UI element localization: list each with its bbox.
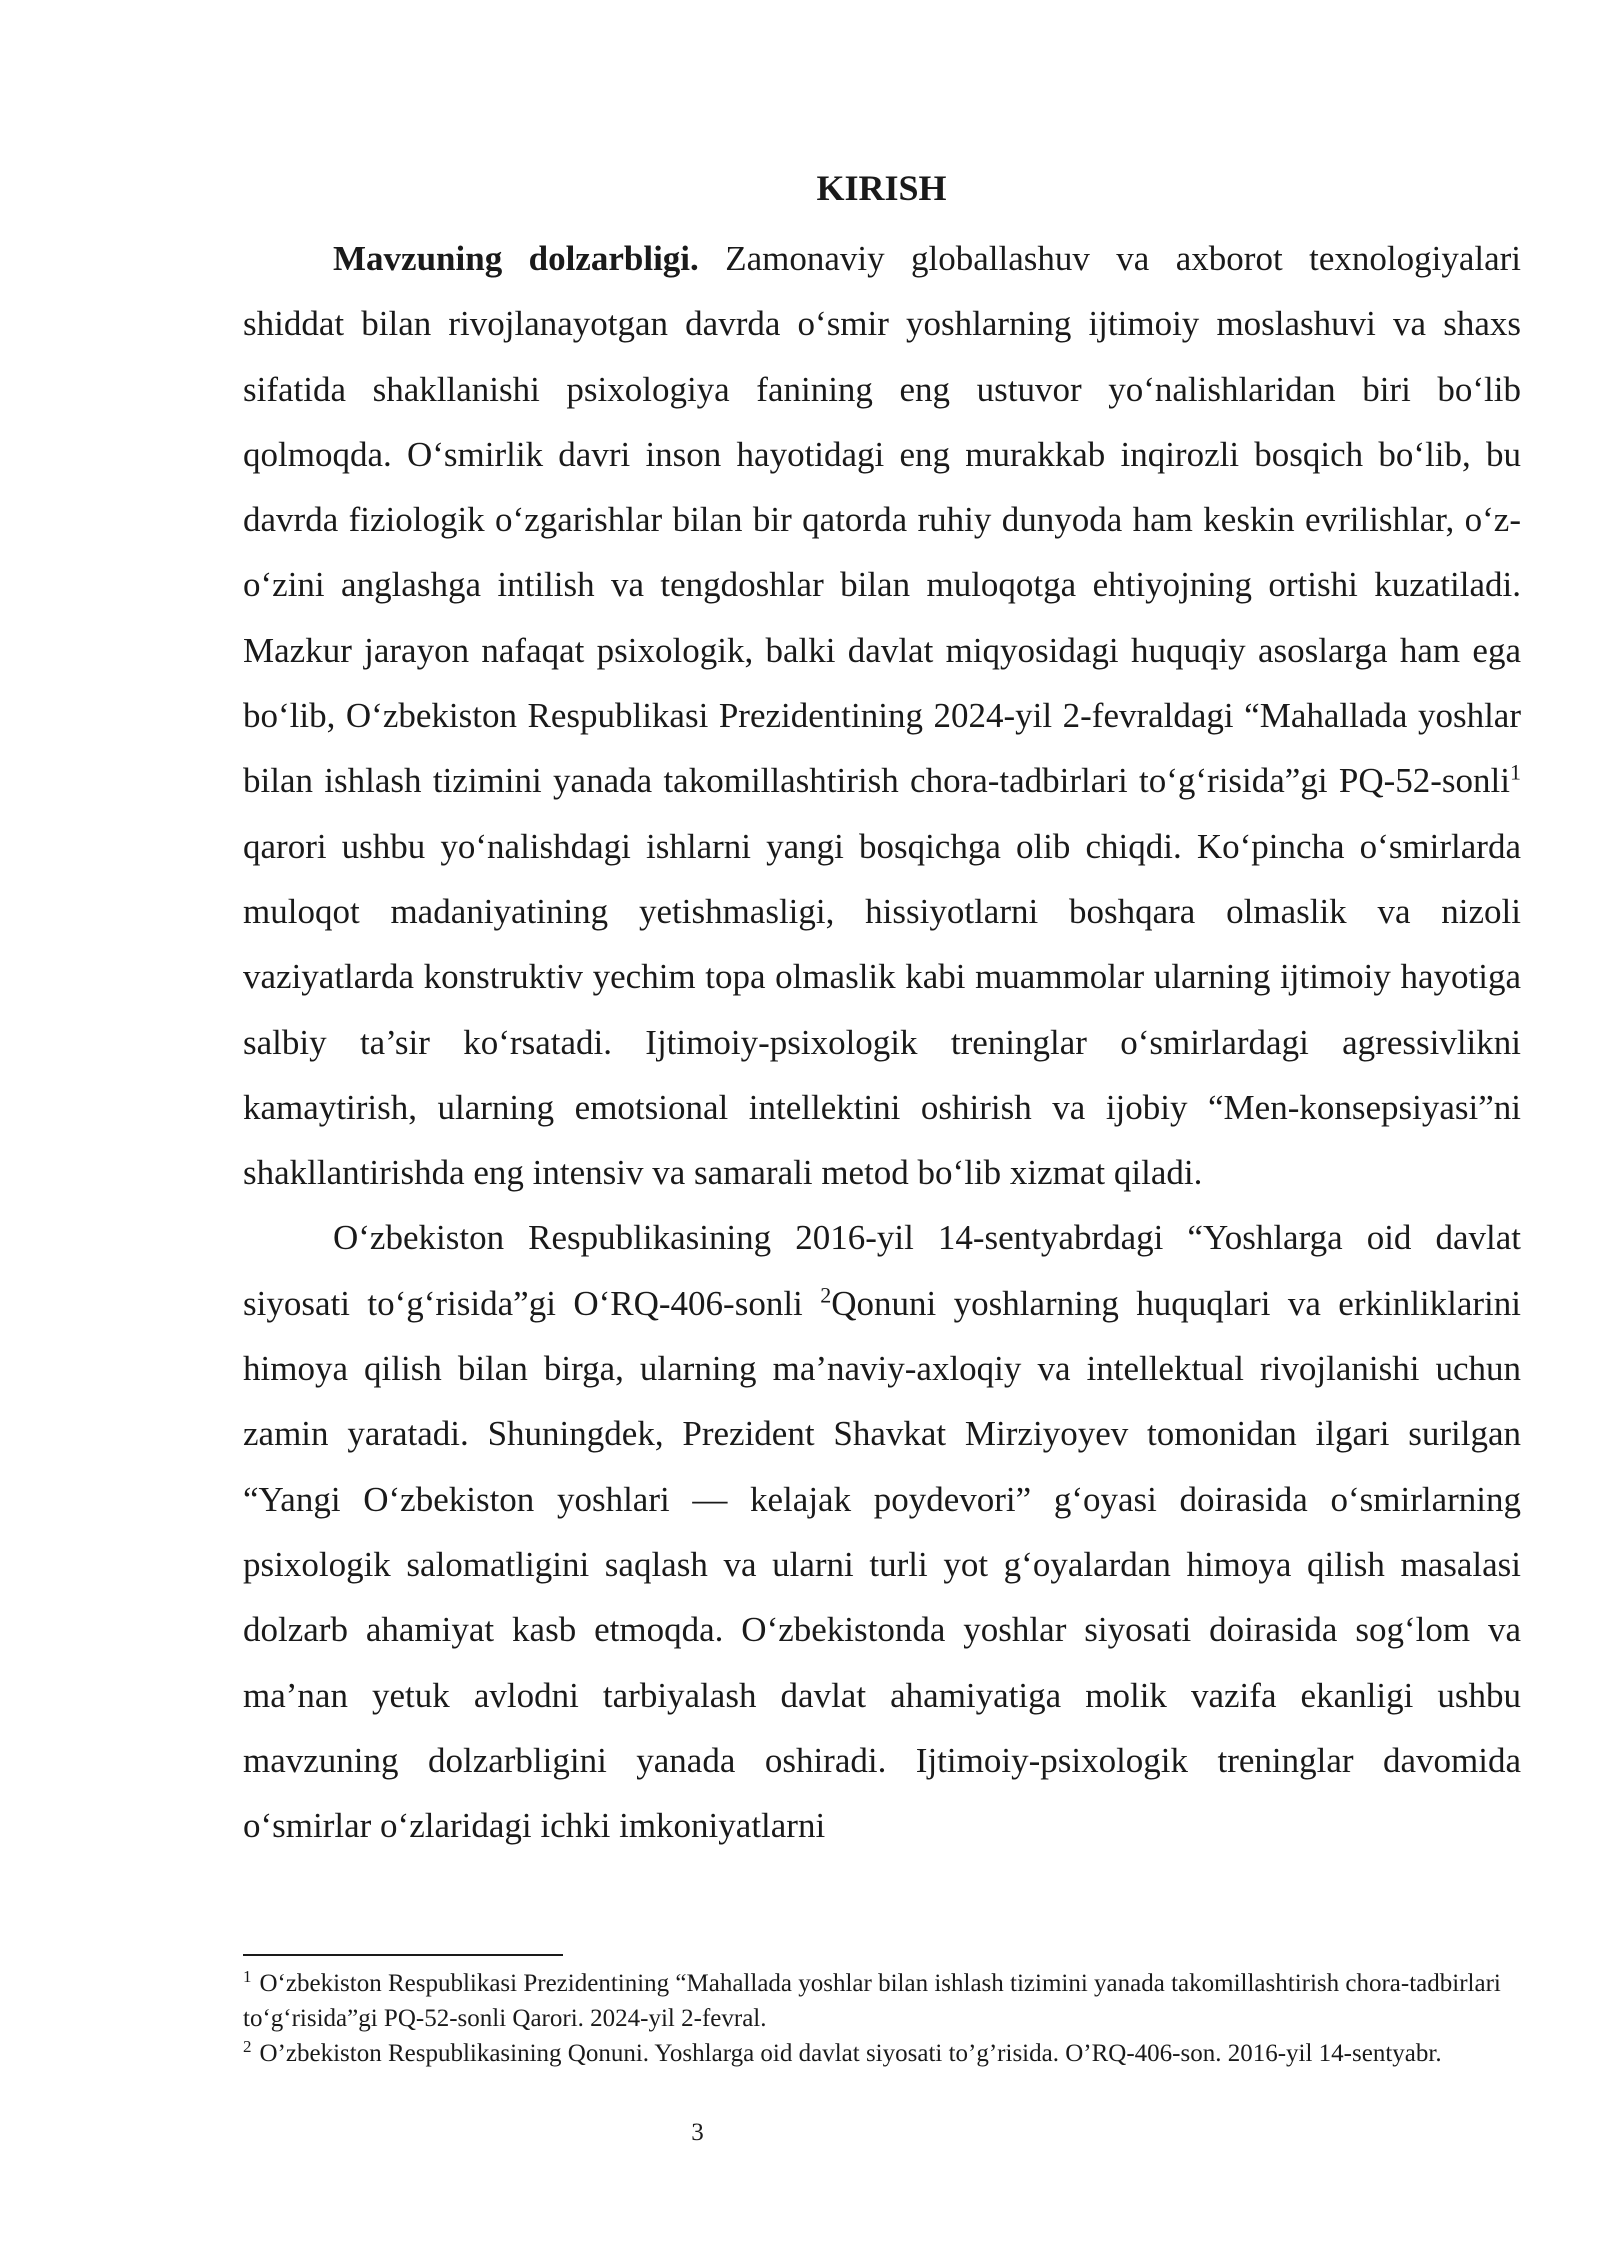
paragraph-text: qarori ushbu yo‘nalishdagi ishlarni yangi bosqichga olib chiqdi. Ko‘pincha o‘smirlarda muloqot madaniyatining yetishmasligi, hissiyotlarni boshqara olmaslik va nizoli vaziyatlarda konstruktiv yechim topa olmaslik kabi muammolar ularning ijtimoiy hayotiga salbiy ta’sir ko‘rsatadi. Ijtimoiy-psixologik treninglar o‘smirlardagi agressivlikni kamaytirish, ularning emotsional intellektini oshirish va ijobiy “Men-konsepsiyasi”ni shakllantirishda eng intensiv va samarali metod bo‘lib xizmat qiladi. [243, 826, 1521, 1193]
footnotes [243, 1966, 1521, 2071]
footnote-text: O’zbekiston Respublikasining Qonuni. Yoshlarga oid davlat siyosati to’g’risida. O’RQ-406-son. 2016-yil 14-sentyabr. [259, 2040, 1442, 2067]
footnote-item [243, 2036, 1521, 2071]
paragraph-text: Qonuni yoshlarning huquqlari va erkinliklarini himoya qilish bilan birga, ularning ma’naviy-axloqiy va intellektual rivojlanishi uchun zamin yaratadi. Shuningdek, Prezident Shavkat Mirziyoyev tomonidan ilgari surilgan “Yangi O‘zbekiston yoshlari — kelajak poydevori” g‘oyasi doirasida o‘smirlarning psixologik salomatligini saqlash va ularni turli yot g‘oyalardan himoya qilish masalasi dolzarb ahamiyat kasb etmoqda. O‘zbekistonda yoshlar siyosati doirasida sog‘lom va ma’nan yetuk avlodni tarbiyalash davlat ahamiyatiga molik vazifa ekanligi ushbu mavzuning dolzarbligini yanada oshiradi. Ijtimoiy-psixologik treninglar davomida o‘smirlar o‘zlaridagi ichki imkoniyatlarni [243, 1283, 1522, 1846]
footnote-text: O‘zbekiston Respublikasi Prezidentining “Mahallada yoshlar bilan ishlash tizimini yanada takomillashtirish chora-tadbirlari to‘g‘risida”gi PQ-52-sonli Qarori. 2024-yil 2-fevral. [243, 1970, 1501, 2032]
page-number: 3 [691, 2119, 704, 2146]
footnote-reference[interactable]: 1 [1510, 759, 1521, 785]
footnote-separator [243, 1954, 563, 1956]
section-heading: KIRISH [816, 168, 947, 208]
footnote-item [243, 1966, 1521, 2036]
footnote-mark: 2 [243, 2036, 252, 2056]
paragraph-text: O‘zbekiston Respublikasining 2016-yil 14-sentyabrdagi “Yoshlarga oid davlat siyosati to‘g‘risida”gi O‘RQ-406-sonli [243, 1218, 1521, 1323]
body-text [243, 226, 1521, 1858]
paragraph-youth-policy [243, 1205, 1521, 1858]
paragraph-relevance [243, 226, 1521, 1205]
footnote-mark: 1 [243, 1966, 252, 1986]
paragraph-text: Zamonaviy globallashuv va axborot texnologiyalari shiddat bilan rivojlanayotgan davrda o‘smir yoshlarning ijtimoiy moslashuvi va shaxs sifatida shakllanishi psixologiya fanining eng ustuvor yo‘nalishlaridan biri bo‘lib qolmoqda. O‘smirlik davri inson hayotidagi eng murakkab inqirozli bosqich bo‘lib, bu davrda fiziologik o‘zgarishlar bilan bir qatorda ruhiy dunyoda ham keskin evrilishlar, o‘z-o‘zini anglashga intilish va tengdoshlar bilan muloqotga ehtiyojning ortishi kuzatiladi. Mazkur jarayon nafaqat psixologik, balki davlat miqyosidagi huquqiy asoslarga ham ega bo‘lib, O‘zbekiston Respublikasi Prezidentining 2024-yil 2-fevraldagi “Mahallada yoshlar bilan ishlash tizimini yanada takomillashtirish chora-tadbirlari to‘g‘risida”gi PQ-52-sonli [243, 239, 1521, 801]
footnote-reference[interactable]: 2 [820, 1282, 832, 1308]
paragraph-lead: Mavzuning dolzarbligi. [333, 239, 699, 278]
